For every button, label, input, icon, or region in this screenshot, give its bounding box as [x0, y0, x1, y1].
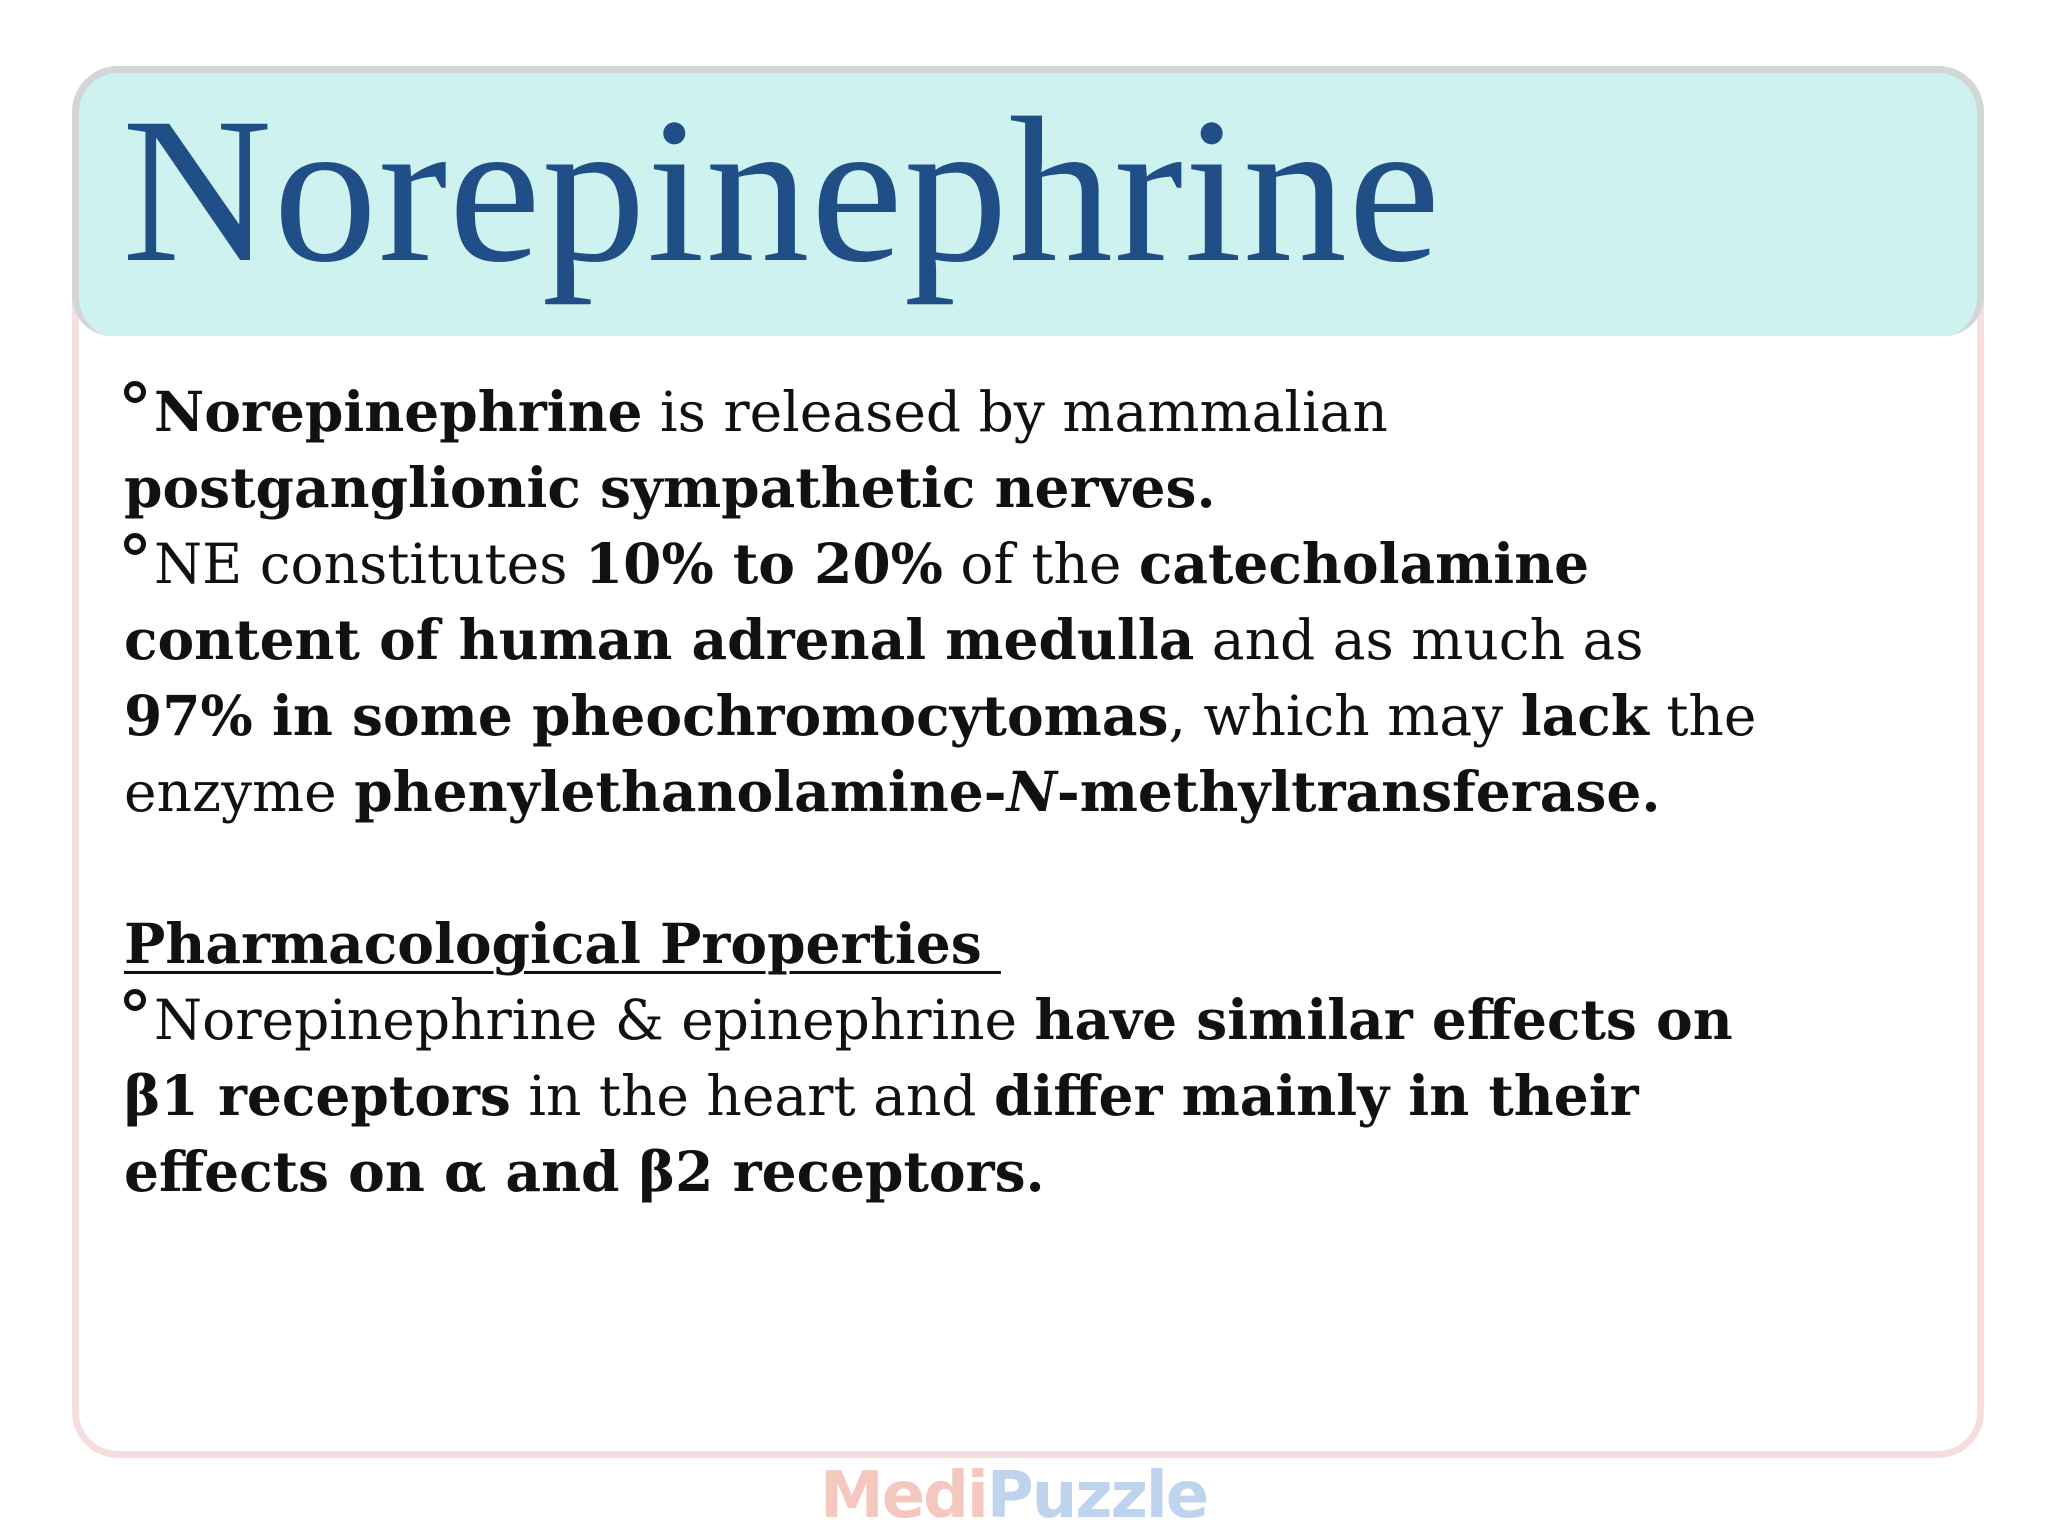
text: Norepinephrine & epinephrine	[154, 988, 1035, 1052]
text: , which may	[1168, 684, 1521, 748]
text-bold-italic: N	[1006, 759, 1057, 824]
bullet-paragraph-content	[124, 526, 1784, 830]
text: in the heart and	[510, 1064, 994, 1128]
text-bold: have similar effects on β1 receptors	[124, 987, 1733, 1128]
text-bold: 10% to 20%	[584, 531, 943, 596]
bullet-circle-icon	[124, 989, 146, 1011]
bullet-circle-icon	[124, 533, 146, 555]
slide-content	[124, 374, 1784, 1210]
text: is released by mammalian	[642, 380, 1388, 444]
bullet-circle-icon	[124, 381, 146, 403]
bullet-paragraph-release	[124, 374, 1784, 526]
bullet-paragraph-pharmacology	[124, 982, 1784, 1210]
text-bold: -methyltransferase.	[1056, 759, 1661, 824]
text: of the	[942, 532, 1139, 596]
text-bold: 97% in some pheochromocytomas	[124, 683, 1169, 748]
text: NE constitutes	[154, 532, 585, 596]
slide-title: Norepinephrine	[122, 75, 1442, 305]
text-bold: Norepinephrine	[154, 379, 643, 444]
text-bold: phenylethanolamine-	[354, 759, 1007, 824]
text-bold: postganglionic sympathetic nerves.	[124, 455, 1216, 520]
section-heading: Pharmacological Properties	[124, 911, 1001, 976]
text-bold: lack	[1520, 683, 1649, 748]
text: the enzyme	[124, 684, 1757, 824]
text-bold: differ mainly in their effects on α and β2 receptors.	[124, 1063, 1639, 1204]
watermark-part: Puzzle	[986, 1459, 1208, 1533]
text: and as much as	[1194, 608, 1644, 672]
watermark-part: Medi	[820, 1459, 987, 1533]
watermark-logo	[820, 1459, 1208, 1533]
text-bold: catecholamine content of human adrenal medulla	[124, 531, 1590, 672]
